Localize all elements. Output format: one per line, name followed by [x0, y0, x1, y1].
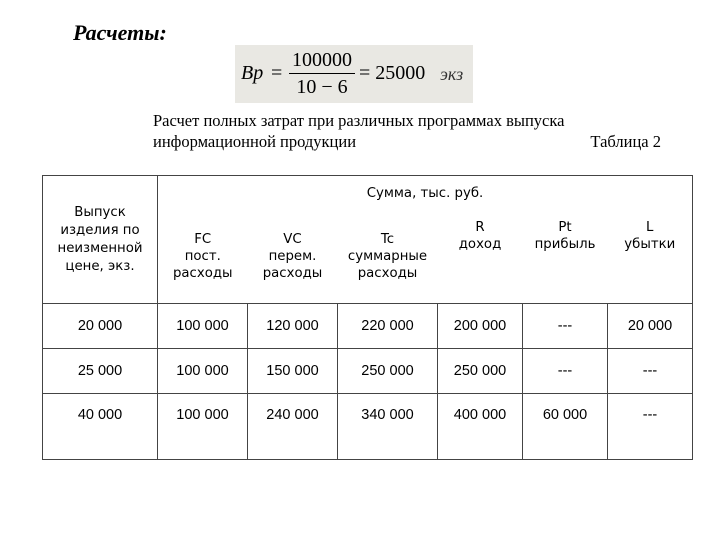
column-header-r — [438, 210, 523, 304]
formula-denominator: 10 − 6 — [296, 76, 348, 98]
cell-tc: 220 000 — [338, 304, 438, 349]
cell-volume: 20 000 — [43, 304, 158, 349]
header-line: цене, экз. — [65, 258, 135, 274]
column-code: L — [646, 220, 654, 235]
cell-vc: 240 000 — [248, 394, 338, 460]
column-desc: расходы — [172, 266, 233, 281]
cell-tc: 340 000 — [338, 394, 438, 460]
column-code: R — [475, 220, 485, 235]
column-desc: расходы — [262, 266, 323, 281]
column-desc: прибыль — [534, 237, 596, 252]
formula-box — [235, 45, 473, 103]
column-code: Tc — [380, 232, 395, 247]
column-desc: суммарные — [347, 249, 428, 264]
column-code: VC — [283, 232, 302, 247]
formula-lhs: Вр — [241, 62, 264, 84]
caption-line-2: информационной продукции — [153, 132, 357, 151]
fraction-bar — [289, 73, 355, 74]
cell-l: --- — [608, 349, 693, 394]
formula-equals: = — [271, 62, 283, 84]
column-header-tc — [338, 210, 438, 304]
header-line: неизменной — [57, 240, 143, 256]
cell-l: 20 000 — [608, 304, 693, 349]
column-header-vc — [248, 210, 338, 304]
page-heading: Расчеты: — [73, 20, 167, 45]
column-header-l — [608, 210, 693, 304]
cell-r: 250 000 — [438, 349, 523, 394]
table-row — [43, 394, 693, 460]
column-header-pt — [523, 210, 608, 304]
output-volume-header — [43, 176, 158, 304]
cell-r: 200 000 — [438, 304, 523, 349]
cell-vc: 120 000 — [248, 304, 338, 349]
formula-unit: экз — [440, 64, 464, 84]
column-desc: пост. — [184, 249, 221, 264]
cell-r: 400 000 — [438, 394, 523, 460]
cell-pt: --- — [523, 304, 608, 349]
cell-pt: 60 000 — [523, 394, 608, 460]
cell-tc: 250 000 — [338, 349, 438, 394]
column-header-fc — [158, 210, 248, 304]
cell-fc: 100 000 — [158, 394, 248, 460]
formula-numerator: 100000 — [292, 49, 352, 71]
cell-fc: 100 000 — [158, 349, 248, 394]
column-desc: перем. — [268, 249, 317, 264]
column-desc: убытки — [624, 237, 676, 252]
table-row — [43, 349, 693, 394]
column-code: Pt — [558, 220, 572, 235]
table-caption — [153, 110, 661, 152]
header-line: изделия по — [60, 222, 140, 238]
cell-volume: 40 000 — [43, 394, 158, 460]
column-code: FC — [194, 232, 212, 247]
table-row — [43, 304, 693, 349]
header-line: Выпуск — [74, 204, 126, 220]
cost-table — [42, 175, 693, 460]
formula-fraction — [289, 48, 355, 99]
column-desc: доход — [458, 237, 502, 252]
table-number: Таблица 2 — [590, 132, 661, 151]
column-desc: расходы — [357, 266, 418, 281]
cell-l: --- — [608, 394, 693, 460]
cell-pt: --- — [523, 349, 608, 394]
cell-vc: 150 000 — [248, 349, 338, 394]
sum-header: Сумма, тыс. руб. — [158, 176, 693, 211]
cell-volume: 25 000 — [43, 349, 158, 394]
formula-result: = 25000 — [359, 62, 426, 84]
caption-line-1: Расчет полных затрат при различных программах выпуска — [153, 111, 565, 130]
cell-fc: 100 000 — [158, 304, 248, 349]
